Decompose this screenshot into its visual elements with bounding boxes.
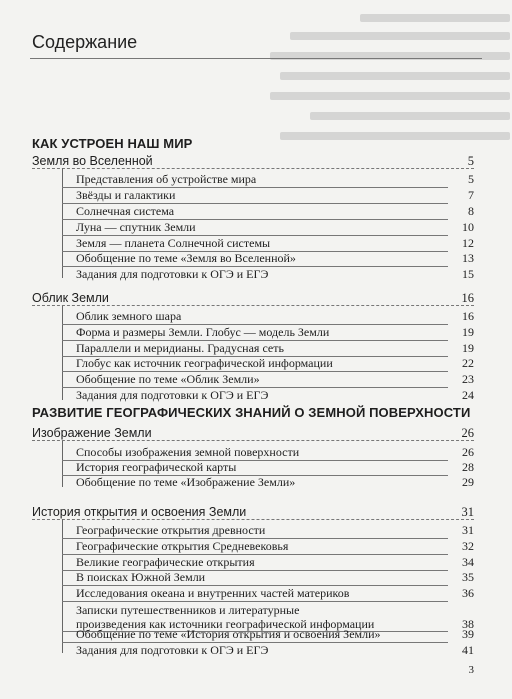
part-heading: РАЗВИТИЕ ГЕОГРАФИЧЕСКИХ ЗНАНИЙ О ЗЕМНОЙ ПОВЕРХНОСТИ [32,405,471,420]
toc-entry-title: Задания для подготовки к ОГЭ и ЕГЭ [76,267,269,281]
toc-entry-page: 41 [462,643,474,657]
toc-entry-title: Звёзды и галактики [76,188,176,202]
toc-entry-title: Луна — спутник Земли [76,220,196,234]
toc-entry[interactable] [76,326,474,340]
toc-entry-page: 26 [462,445,474,459]
toc-entry[interactable] [76,476,474,490]
toc-entry-title: Глобус как источник географической информации [76,356,333,370]
toc-entry-title: Географические открытия Средневековья [76,539,289,553]
section-page: 31 [461,505,474,519]
toc-entry-title: Представления об устройстве мира [76,172,257,186]
toc-entry-title: Исследования океана и внутренних частей материков [76,586,350,600]
toc-entry-page: 39 [462,627,474,641]
toc-entry[interactable] [76,357,474,371]
toc-entry-page: 7 [468,188,474,202]
toc-entry-title: Форма и размеры Земли. Глобус — модель Земли [76,325,330,339]
toc-entry[interactable] [76,237,474,251]
toc-entry-title: Земля — планета Солнечной системы [76,236,271,250]
toc-entry-title-continued: произведения как источники географической информации [76,616,375,631]
toc-entry-page: 8 [468,204,474,218]
section-rule [32,440,474,441]
toc-entry-title: Обобщение по теме «История открытия и освоения Земли» [76,627,381,641]
section-rule [32,305,474,306]
section-heading[interactable] [32,505,474,519]
section-rule [32,168,474,169]
entry-rule [62,601,448,602]
section-title: Облик Земли [32,291,113,305]
toc-entry[interactable] [76,587,474,601]
toc-entry-title: Обобщение по теме «Земля во Вселенной» [76,251,296,265]
toc-entry-page: 23 [462,372,474,386]
bleed-through-text [250,6,510,156]
toc-entry-title: Обобщение по теме «Изображение Земли» [76,475,296,489]
page-number: 3 [468,664,474,676]
toc-entry-page: 5 [468,172,474,186]
toc-entry[interactable] [76,628,474,642]
section-title: Изображение Земли [32,426,156,440]
part-heading: КАК УСТРОЕН НАШ МИР [32,136,193,151]
toc-entry[interactable] [76,268,474,282]
toc-entry-title: Задания для подготовки к ОГЭ и ЕГЭ [76,388,269,402]
toc-entry-page: 22 [462,356,474,370]
toc-entry-page: 13 [462,251,474,265]
section-rule [32,519,474,520]
section-bracket [62,168,63,278]
toc-entry[interactable] [76,205,474,219]
toc-entry-page: 29 [462,475,474,489]
toc-entry[interactable] [76,446,474,460]
toc-entry-title: Способы изображения земной поверхности [76,445,300,459]
section-heading[interactable] [32,154,474,168]
section-bracket [62,441,63,487]
section-bracket [62,519,63,653]
section-title: Земля во Вселенной [32,154,157,168]
title-rule [30,58,482,59]
section-heading[interactable] [32,291,474,305]
toc-entry[interactable] [76,342,474,356]
toc-entry-page: 12 [462,236,474,250]
section-heading[interactable] [32,426,474,440]
toc-entry-page: 15 [462,267,474,281]
toc-entry-page: 38 [462,616,474,631]
toc-entry[interactable] [76,540,474,554]
page-title: Содержание [32,32,138,52]
toc-entry-page: 36 [462,586,474,600]
toc-entry[interactable] [76,524,474,538]
toc-entry[interactable] [76,556,474,570]
toc-entry[interactable] [76,221,474,235]
toc-entry-title: Параллели и меридианы. Градусная сеть [76,341,284,355]
toc-entry-page: 32 [462,539,474,553]
toc-entry-title: Географические открытия древности [76,523,266,537]
toc-entry[interactable] [76,252,474,266]
toc-entry-title: Великие географические открытия [76,555,255,569]
toc-entry-page: 19 [462,325,474,339]
toc-entry[interactable] [76,644,474,658]
toc-entry[interactable] [76,189,474,203]
section-title: История открытия и освоения Земли [32,505,250,519]
section-page: 5 [467,154,474,168]
toc-entry-page: 35 [462,570,474,584]
toc-entry-title: Обобщение по теме «Облик Земли» [76,372,260,386]
toc-entry[interactable] [76,373,474,387]
toc-entry-page: 24 [462,388,474,402]
toc-entry[interactable] [76,173,474,187]
toc-entry-title: Записки путешественников и литературные [76,603,300,617]
toc-entry-title: Солнечная система [76,204,175,218]
toc-entry-page: 31 [462,523,474,537]
toc-entry-page: 10 [462,220,474,234]
toc-entry[interactable] [76,571,474,585]
section-page: 16 [461,291,474,305]
toc-entry[interactable] [76,310,474,324]
toc-entry-title: Облик земного шара [76,309,182,323]
section-page: 26 [461,426,474,440]
toc-entry-title: История географической карты [76,460,237,474]
toc-entry-page: 16 [462,309,474,323]
toc-entry-title: В поисках Южной Земли [76,570,206,584]
toc-entry-page: 34 [462,555,474,569]
toc-entry[interactable] [76,389,474,403]
toc-entry[interactable] [76,461,474,475]
toc-entry-page: 19 [462,341,474,355]
toc-entry-page: 28 [462,460,474,474]
toc-entry-title: Задания для подготовки к ОГЭ и ЕГЭ [76,643,269,657]
